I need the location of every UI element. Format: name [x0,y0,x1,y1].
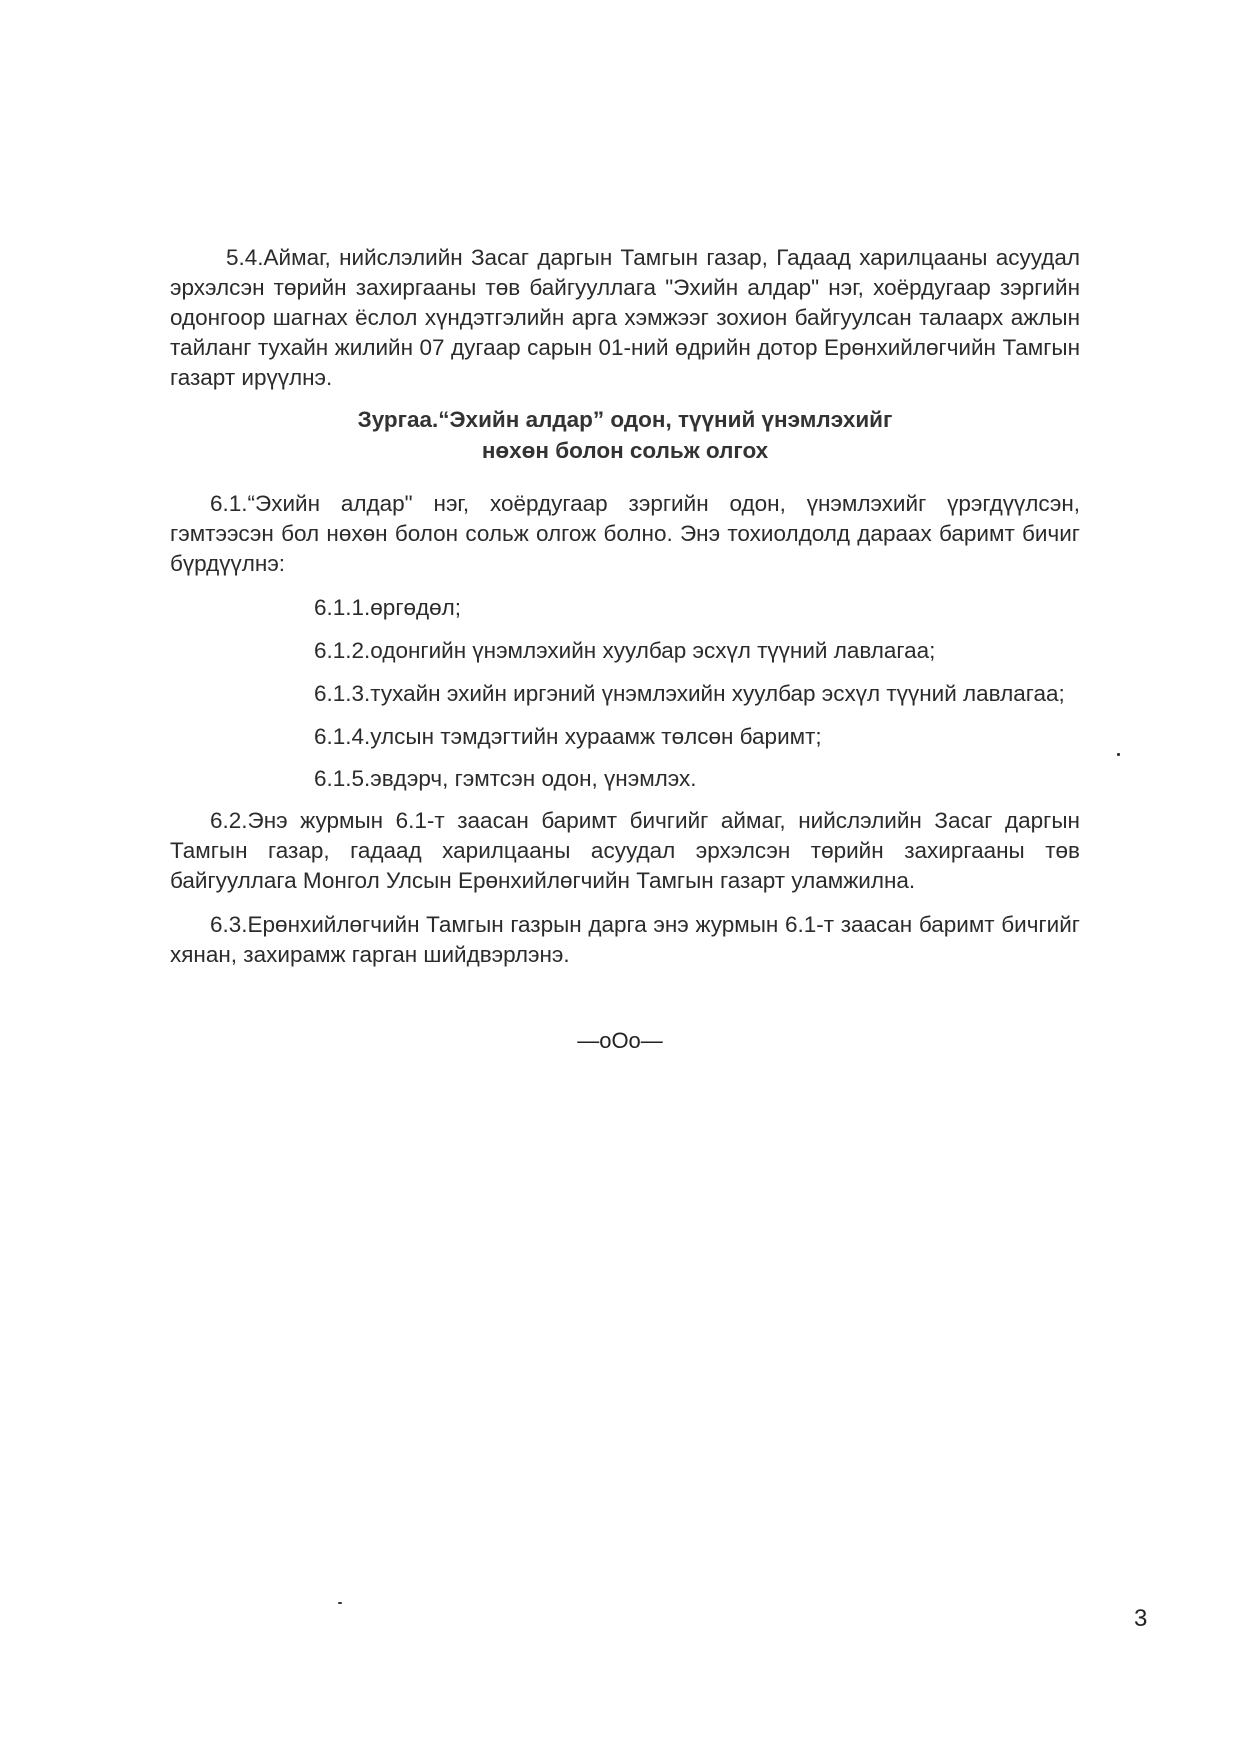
paragraph-5-4 [170,243,1080,393]
list-item: 6.1.1.өргөдөл; [314,595,462,620]
section-heading [170,404,1080,466]
section-heading-line1: Зургаа.“Эхийн алдар” одон, түүний үнэмлэхийг [357,407,893,432]
paragraph-6-2 [170,806,1080,896]
paragraph-6-3 [170,910,1080,970]
list-item: 6.1.3.тухайн эхийн иргэний үнэмлэхийн хуулбар эсхүл түүний лавлагаа; [314,681,1065,706]
paragraph-5-4-text: 5.4.Аймаг, нийслэлийн Засаг даргын Тамгын газар, Гадаад харилцааны асуудал эрхэлсэн төрийн захиргааны төв байгууллага "Эхийн алдар" нэг, хоёрдугаар зэргийн одонгоор шагнах ёслол хүндэтгэлийн арга хэмжээг зохион байгуулсан талаарх ажлын тайланг тухайн жилийн 07 дугаар сарын 01-ний өдрийн дотор Ерөнхийлөгчийн Тамгын газарт ирүүлнэ. [170,245,1080,390]
list-item: 6.1.4.улсын тэмдэгтийн хураамж төлсөн баримт; [314,724,822,749]
page-number: 3 [1134,1605,1148,1632]
scan-speck [338,1602,342,1604]
section-heading-line2: нөхөн болон сольж олгох [481,438,769,463]
paragraph-6-2-text: 6.2.Энэ журмын 6.1-т заасан баримт бичгийг аймаг, нийслэлийн Засаг даргын Тамгын газар, гадаад харилцааны асуудал эрхэлсэн төрийн захиргааны төв байгууллага Монгол Улсын Ерөнхийлөгчийн Тамгын газарт уламжилна. [170,808,1080,893]
paragraph-6-1-text: 6.1.“Эхийн алдар" нэг, хоёрдугаар зэргийн одон, үнэмлэхийг үрэгдүүлсэн, гэмтээсэн бол нөхөн болон сольж олгож болно. Энэ тохиолдолд дараах баримт бичиг бүрдүүлнэ: [170,491,1080,576]
list-item: 6.1.2.одонгийн үнэмлэхийн хуулбар эсхүл түүний лавлагаа; [314,638,936,663]
scan-speck [1117,753,1120,756]
end-divider: —oOo— [577,1028,663,1053]
list-item: 6.1.5.эвдэрч, гэмтсэн одон, үнэмлэх. [314,766,697,791]
paragraph-6-1 [170,489,1080,579]
paragraph-6-3-text: 6.3.Ерөнхийлөгчийн Тамгын газрын дарга энэ журмын 6.1-т заасан баримт бичгийг хянан, захирамж гарган шийдвэрлэнэ. [170,912,1080,967]
